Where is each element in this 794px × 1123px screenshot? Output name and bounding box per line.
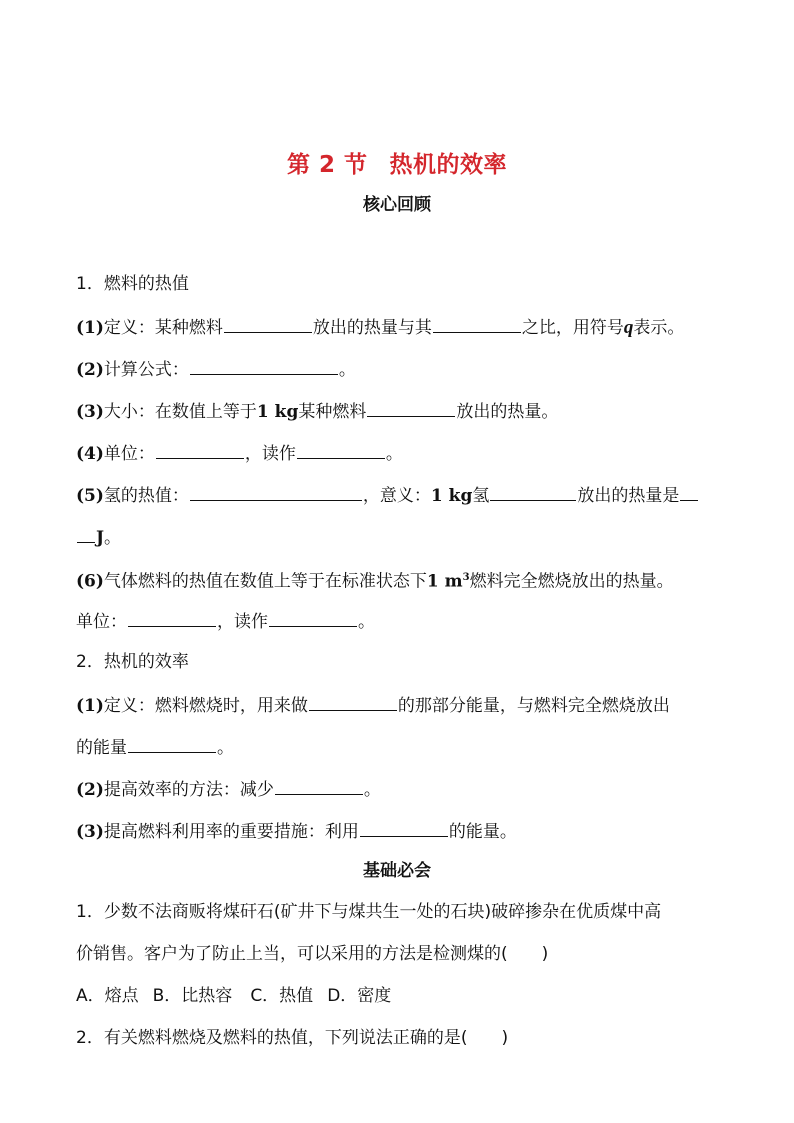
option-c[interactable]: C．热值 <box>250 986 314 1006</box>
section-heading-basic: 基础必会 <box>363 861 431 881</box>
option-d[interactable]: D．密度 <box>327 986 392 1006</box>
formula-line: (2)计算公式： 。 <box>76 356 726 382</box>
section-heading-core: 核心回顾 <box>363 195 431 215</box>
efficiency-definition-line: (1)定义：燃料燃烧时，用来做 的那部分能量，与燃料完全燃烧放出 <box>76 692 726 718</box>
unit-line: (4)单位： ，读作 。 <box>76 440 726 466</box>
fill-blank[interactable] <box>224 314 312 333</box>
question-1-options <box>76 984 726 1008</box>
fill-blank[interactable] <box>275 776 363 795</box>
fill-blank[interactable] <box>128 734 216 753</box>
hydrogen-line-continued: J。 <box>76 524 726 550</box>
fill-blank[interactable] <box>309 692 397 711</box>
fill-blank[interactable] <box>128 608 216 627</box>
fill-blank[interactable] <box>360 818 448 837</box>
section-number: 第 2 节 <box>286 152 368 178</box>
fill-blank[interactable] <box>269 608 357 627</box>
question-1-text: 1．少数不法商贩将煤矸石(矿井下与煤共生一处的石块)破碎掺杂在优质煤中高 <box>76 902 662 922</box>
fill-blank[interactable] <box>433 314 521 333</box>
page-title <box>0 146 794 179</box>
fill-blank[interactable] <box>190 356 338 375</box>
utilization-line: (3)提高燃料利用率的重要措施：利用 的能量。 <box>76 818 726 844</box>
definition-line: (1)定义：某种燃料 放出的热量与其 之比，用符号q表示。 <box>76 314 726 340</box>
fill-blank[interactable] <box>490 482 576 501</box>
gas-fuel-line: (6)气体燃料的热值在数值上等于在标准状态下1 $m^3$燃料完全燃烧放出的热量。 <box>76 571 674 592</box>
option-a[interactable]: A．熔点 <box>76 986 139 1006</box>
fill-blank[interactable] <box>297 440 385 459</box>
question-2-text: 2．有关燃料燃烧及燃料的热值，下列说法正确的是( ) <box>76 1028 509 1048</box>
fill-blank[interactable] <box>680 482 698 501</box>
option-b[interactable]: B．比热容 <box>152 986 233 1006</box>
hydrogen-line: (5)氢的热值： ，意义：1 kg氢 放出的热量是 <box>76 482 726 508</box>
title-text: 热机的效率 <box>389 152 508 178</box>
question-1-text-continued: 价销售。客户为了防止上当，可以采用的方法是检测煤的( ) <box>76 944 549 964</box>
fill-blank[interactable] <box>77 524 95 543</box>
improve-method-line: (2)提高效率的方法：减少 。 <box>76 776 726 802</box>
gas-unit-line: 单位： ，读作 。 <box>76 608 726 634</box>
magnitude-line: (3)大小：在数值上等于1 kg某种燃料 放出的热量。 <box>76 398 726 424</box>
efficiency-definition-line-continued: 的能量 。 <box>76 734 726 760</box>
fill-blank[interactable] <box>367 398 455 417</box>
topic-heading-efficiency: 2．热机的效率 <box>76 652 189 672</box>
topic-heading-heat-value: 1．燃料的热值 <box>76 274 189 294</box>
fill-blank[interactable] <box>190 482 362 501</box>
fill-blank[interactable] <box>156 440 244 459</box>
